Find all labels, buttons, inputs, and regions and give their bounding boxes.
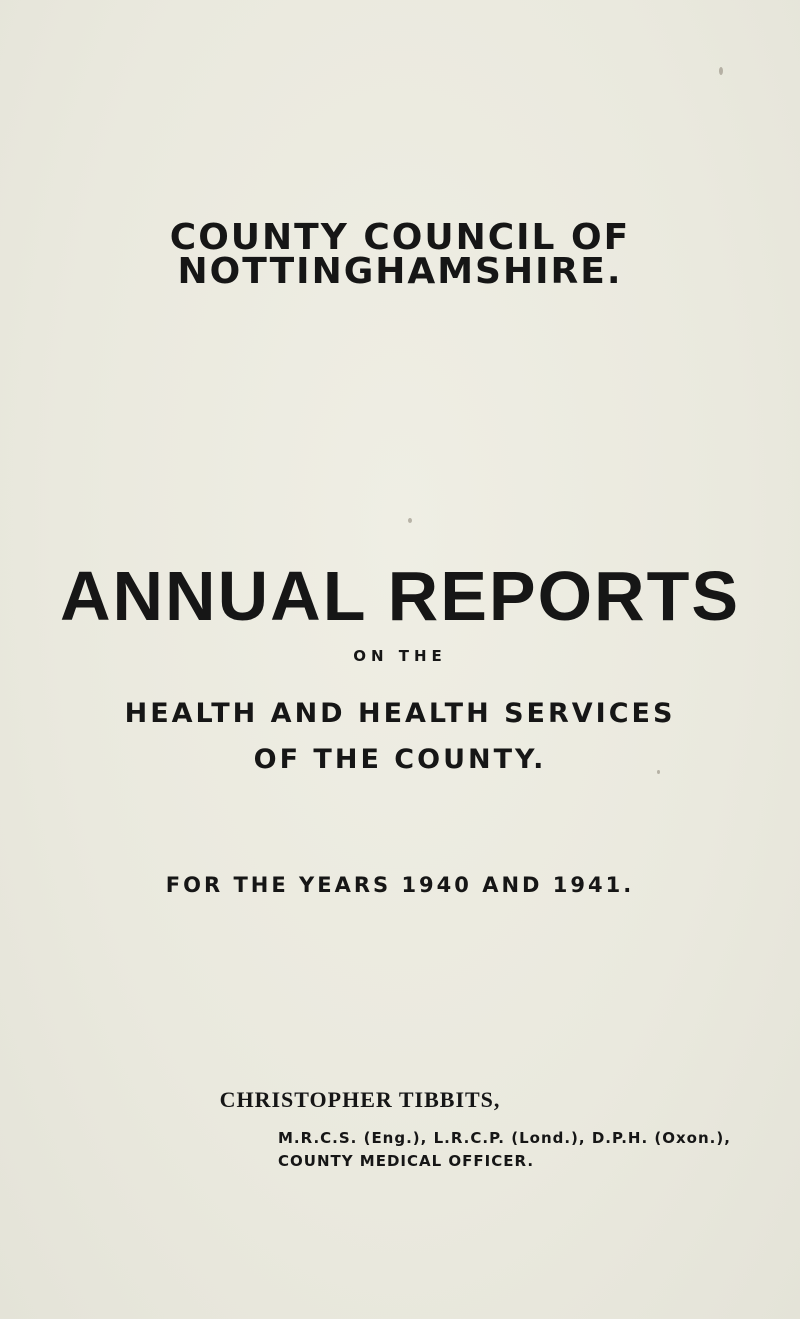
author-qualifications: M.R.C.S. (Eng.), L.R.C.P. (Lond.), D.P.H. (Oxon.), <box>278 1129 731 1147</box>
report-title: ANNUAL REPORTS <box>59 557 741 635</box>
report-subject-line-2: OF THE COUNTY. <box>253 744 547 775</box>
council-title-line-2: NOTTINGHAMSHIRE. <box>177 251 623 292</box>
paper-speck <box>719 67 723 75</box>
council-title-line-1: COUNTY COUNCIL OF <box>169 217 631 258</box>
author-role: COUNTY MEDICAL OFFICER. <box>278 1152 535 1170</box>
report-period: FOR THE YEARS 1940 AND 1941. <box>165 873 635 897</box>
paper-speck <box>408 518 412 523</box>
author-name: CHRISTOPHER TIBBITS, <box>219 1087 501 1112</box>
report-connector: ON THE <box>353 647 447 665</box>
report-subject-line-1: HEALTH AND HEALTH SERVICES <box>124 698 676 729</box>
